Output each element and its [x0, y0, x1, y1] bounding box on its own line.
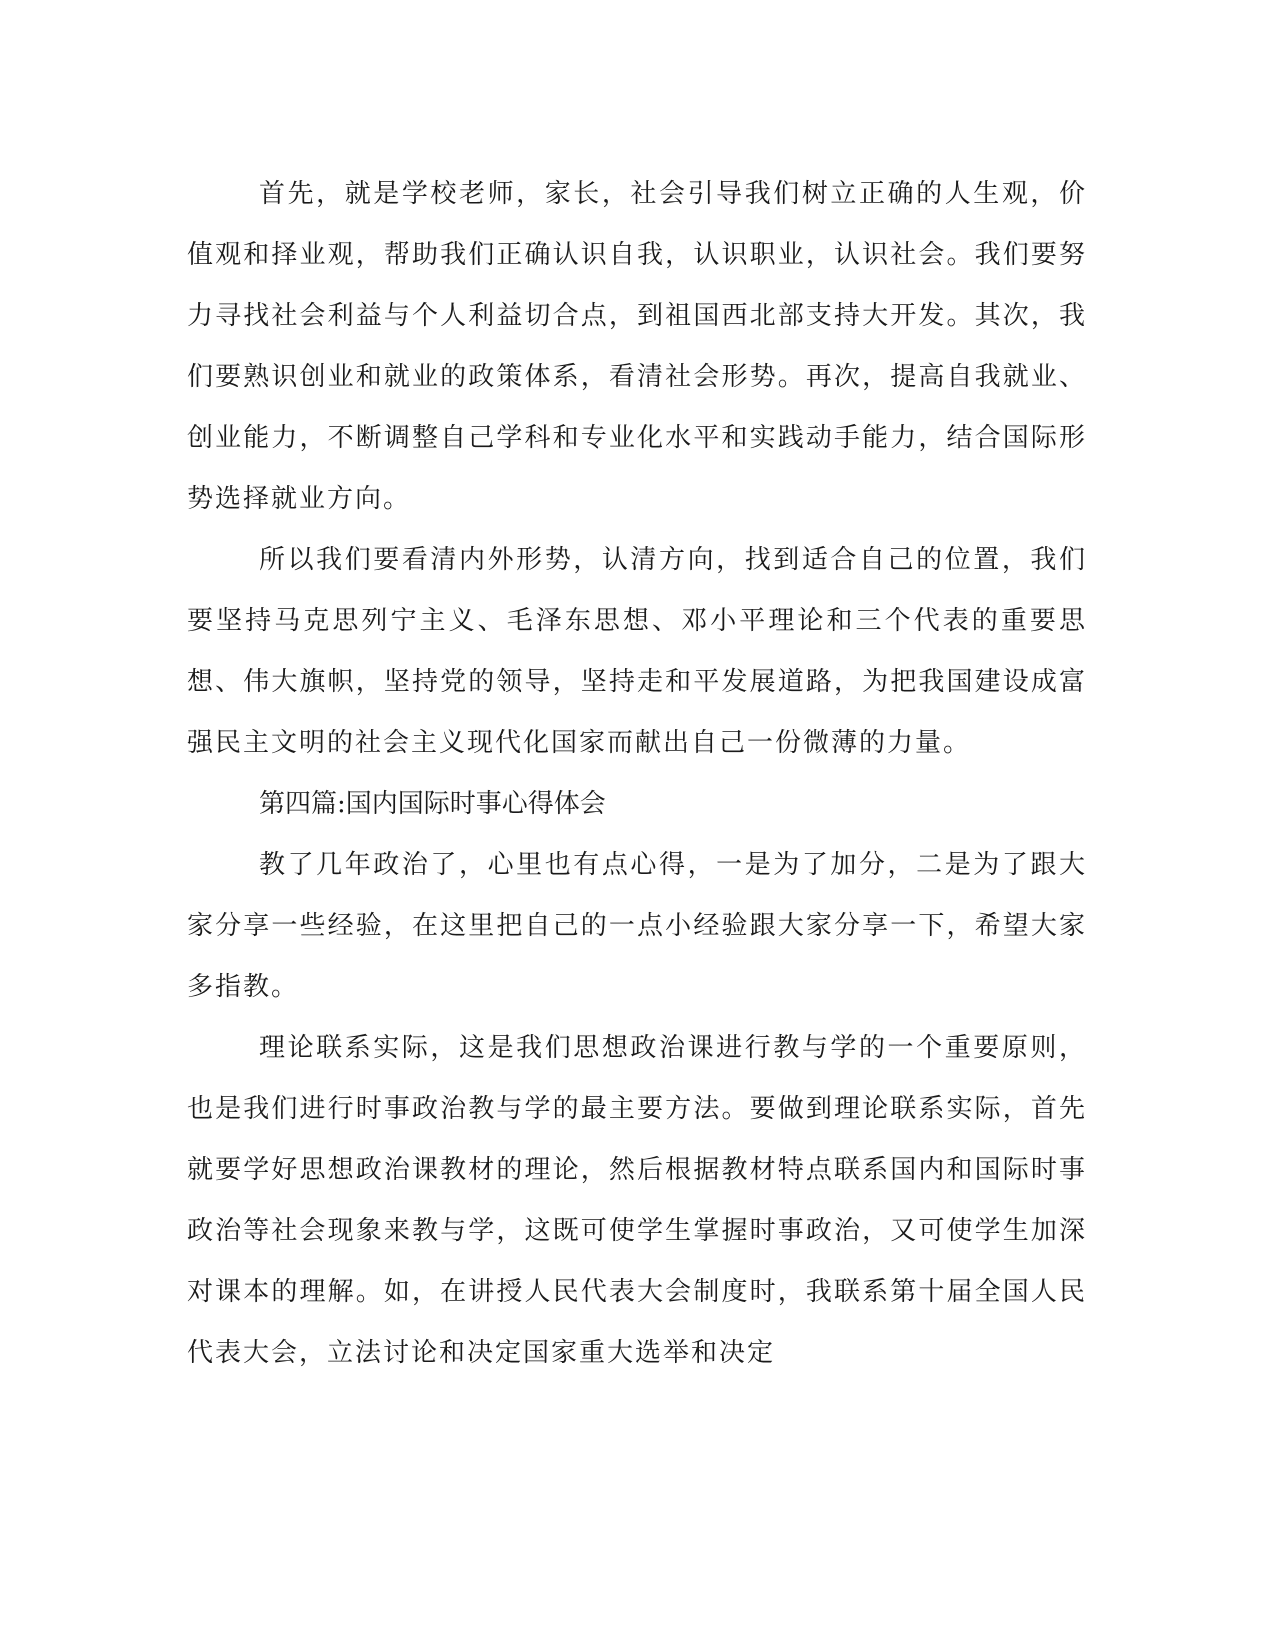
paragraph-intro: 教了几年政治了，心里也有点心得，一是为了加分，二是为了跟大家分享一些经验，在这里把自己的一点小经验跟大家分享一下，希望大家多指教。 [187, 850, 1087, 1002]
paragraph-theory-practice: 理论联系实际，这是我们思想政治课进行教与学的一个重要原则，也是我们进行时事政治教与学的最主要方法。要做到理论联系实际，首先就要学好思想政治课教材的理论，然后根据教材特点联系国内和国际时事政治等社会现象来教与学，这既可使学生掌握时事政治，又可使学生加深对课本的理解。如，在讲授人民代表大会制度时，我联系第十届全国人民代表大会，立法讨论和决定国家重大选举和决定 [187, 1033, 1087, 1368]
document-body [187, 164, 1087, 1384]
section-title: 第四篇:国内国际时事心得体会 [259, 789, 606, 819]
paragraph-career-guidance: 首先，就是学校老师，家长，社会引导我们树立正确的人生观，价值观和择业观，帮助我们正确认识自我，认识职业，认识社会。我们要努力寻找社会利益与个人利益切合点，到祖国西北部支持大开发。其次，我们要熟识创业和就业的政策体系，看清社会形势。再次，提高自我就业、创业能力，不断调整自己学科和专业化水平和实践动手能力，结合国际形势选择就业方向。 [187, 179, 1087, 514]
paragraph-conclusion: 所以我们要看清内外形势，认清方向，找到适合自己的位置，我们要坚持马克思列宁主义、毛泽东思想、邓小平理论和三个代表的重要思想、伟大旗帜，坚持党的领导，坚持走和平发展道路，为把我国建设成富强民主文明的社会主义现代化国家而献出自己一份微薄的力量。 [187, 545, 1087, 758]
